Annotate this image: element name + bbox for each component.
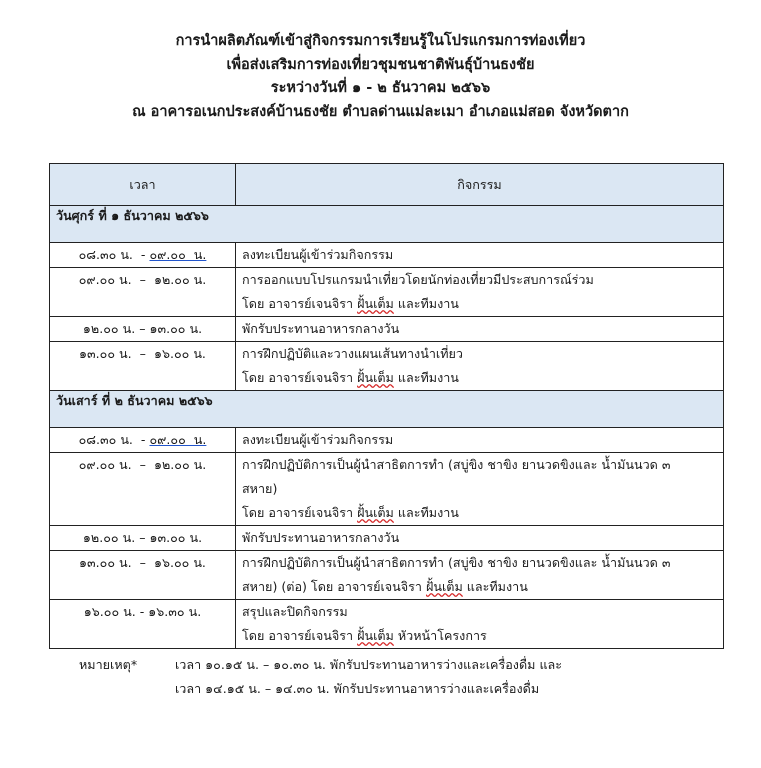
header-title-line1: การนำผลิตภัณฑ์เข้าสู่กิจกรรมการเรียนรู้ในโปรแกรมการท่องเที่ยว bbox=[175, 33, 586, 49]
activity-text: พักรับประทานอาหารกลางวัน bbox=[242, 530, 400, 545]
time-start: ๐๘.๓๐ น. - bbox=[78, 247, 150, 262]
table-row bbox=[50, 268, 724, 317]
header-title-line2: เพื่อส่งเสริมการท่องเที่ยวชุมชนชาติพันธุ์บ้านธงชัย bbox=[226, 56, 535, 73]
schedule-table bbox=[49, 163, 724, 649]
presenter-suffix: และทีมงาน bbox=[462, 579, 528, 594]
activity-cell bbox=[236, 453, 724, 526]
presenter-surname: ฝั้นเต็ม bbox=[357, 628, 394, 643]
table-row bbox=[50, 600, 724, 649]
day-header-row bbox=[50, 391, 724, 428]
time-cell bbox=[50, 428, 236, 453]
table-row bbox=[50, 428, 724, 453]
day1-title: วันศุกร์ ที่ ๑ ธันวาคม ๒๕๖๖ bbox=[50, 206, 724, 243]
activity-cell bbox=[236, 342, 724, 391]
time-cell: ๑๒.๐๐ น. – ๑๓.๐๐ น. bbox=[50, 317, 236, 342]
activity-cell bbox=[236, 268, 724, 317]
table-header-row bbox=[50, 164, 724, 206]
activity-text: ลงทะเบียนผู้เข้าร่วมกิจกรรม bbox=[242, 432, 394, 447]
time-cell bbox=[50, 243, 236, 268]
column-header-time: เวลา bbox=[50, 164, 236, 206]
time-end: ๐๙.๐๐ น. bbox=[149, 247, 207, 262]
activity-text: การฝึกปฏิบัติการเป็นผู้นำสาธิตการทำ (สบู่ขิง ชาขิง ยานวดขิงและ น้ำมันนวด ๓ bbox=[242, 555, 671, 570]
day-header-row bbox=[50, 206, 724, 243]
time-cell: ๑๒.๐๐ น. – ๑๓.๐๐ น. bbox=[50, 526, 236, 551]
presenter-prefix: โดย อาจารย์เจนจิรา bbox=[242, 370, 358, 385]
activity-cell bbox=[236, 428, 724, 453]
activity-cell bbox=[236, 551, 724, 600]
activity-text: ลงทะเบียนผู้เข้าร่วมกิจกรรม bbox=[242, 247, 394, 262]
time-cell: ๑๓.๐๐ น. – ๑๖.๐๐ น. bbox=[50, 551, 236, 600]
presenter-suffix: หัวหน้าโครงการ bbox=[393, 628, 487, 643]
activity-text: การออกแบบโปรแกรมนำเที่ยวโดยนักท่องเที่ยวมีประสบการณ์ร่วม bbox=[242, 272, 594, 287]
time-cell: ๐๙.๐๐ น. – ๑๒.๐๐ น. bbox=[50, 453, 236, 526]
activity-cell bbox=[236, 243, 724, 268]
activity-text: สรุปและปิดกิจกรรม bbox=[242, 604, 348, 619]
activity-presenter bbox=[242, 366, 717, 390]
presenter-prefix: โดย อาจารย์เจนจิรา bbox=[242, 296, 358, 311]
table-row bbox=[50, 453, 724, 526]
presenter-prefix: สหาย) (ต่อ) โดย อาจารย์เจนจิรา bbox=[242, 579, 426, 594]
presenter-surname: ฝั้นเต็ม bbox=[357, 505, 394, 520]
time-end: ๐๙.๐๐ น. bbox=[149, 432, 207, 447]
time-start: ๐๘.๓๐ น. - bbox=[78, 432, 150, 447]
time-cell: ๐๙.๐๐ น. – ๑๒.๐๐ น. bbox=[50, 268, 236, 317]
table-row bbox=[50, 551, 724, 600]
time-cell: ๑๖.๐๐ น. - ๑๖.๓๐ น. bbox=[50, 600, 236, 649]
table-row bbox=[50, 526, 724, 551]
activity-presenter bbox=[242, 624, 717, 648]
presenter-suffix: และทีมงาน bbox=[393, 505, 459, 520]
activity-text-cont: สหาย) bbox=[242, 481, 278, 496]
presenter-surname: ฝั้นเต็ม bbox=[357, 370, 394, 385]
activity-text: พักรับประทานอาหารกลางวัน bbox=[242, 321, 400, 336]
header-date-line: ระหว่างวันที่ ๑ - ๒ ธันวาคม ๒๕๖๖ bbox=[270, 80, 491, 96]
column-header-activity: กิจกรรม bbox=[236, 164, 724, 206]
activity-presenter bbox=[242, 292, 717, 316]
note-line-1: เวลา ๑๐.๑๕ น. – ๑๐.๓๐ น. พักรับประทานอาหารว่างและเครื่องดื่ม และ bbox=[175, 657, 563, 672]
table-row bbox=[50, 243, 724, 268]
activity-presenter bbox=[242, 575, 717, 599]
activity-cell bbox=[236, 600, 724, 649]
presenter-surname: ฝั้นเต็ม bbox=[357, 296, 394, 311]
note-line-2: เวลา ๑๔.๑๕ น. – ๑๔.๓๐ น. พักรับประทานอาหารว่างและเครื่องดื่ม bbox=[175, 681, 540, 696]
presenter-prefix: โดย อาจารย์เจนจิรา bbox=[242, 505, 358, 520]
activity-text: การฝึกปฏิบัติและวางแผนเส้นทางนำเที่ยว bbox=[242, 346, 463, 361]
table-row bbox=[50, 342, 724, 391]
presenter-suffix: และทีมงาน bbox=[393, 370, 459, 385]
notes-label: หมายเหตุ* bbox=[79, 657, 138, 672]
activity-cell bbox=[236, 526, 724, 551]
table-row bbox=[50, 317, 724, 342]
document-header bbox=[0, 30, 761, 124]
presenter-suffix: และทีมงาน bbox=[393, 296, 459, 311]
activity-presenter bbox=[242, 501, 717, 525]
presenter-surname: ฝั้นเต็ม bbox=[426, 579, 463, 594]
activity-cell bbox=[236, 317, 724, 342]
time-cell: ๑๓.๐๐ น. – ๑๖.๐๐ น. bbox=[50, 342, 236, 391]
activity-text: การฝึกปฏิบัติการเป็นผู้นำสาธิตการทำ (สบู่ขิง ชาขิง ยานวดขิงและ น้ำมันนวด ๓ bbox=[242, 457, 671, 472]
day2-title: วันเสาร์ ที่ ๒ ธันวาคม ๒๕๖๖ bbox=[50, 391, 724, 428]
presenter-prefix: โดย อาจารย์เจนจิรา bbox=[242, 628, 358, 643]
header-venue-line: ณ อาคารอเนกประสงค์บ้านธงชัย ตำบลด่านแม่ละเมา อำเภอแม่สอด จังหวัดตาก bbox=[132, 103, 629, 120]
